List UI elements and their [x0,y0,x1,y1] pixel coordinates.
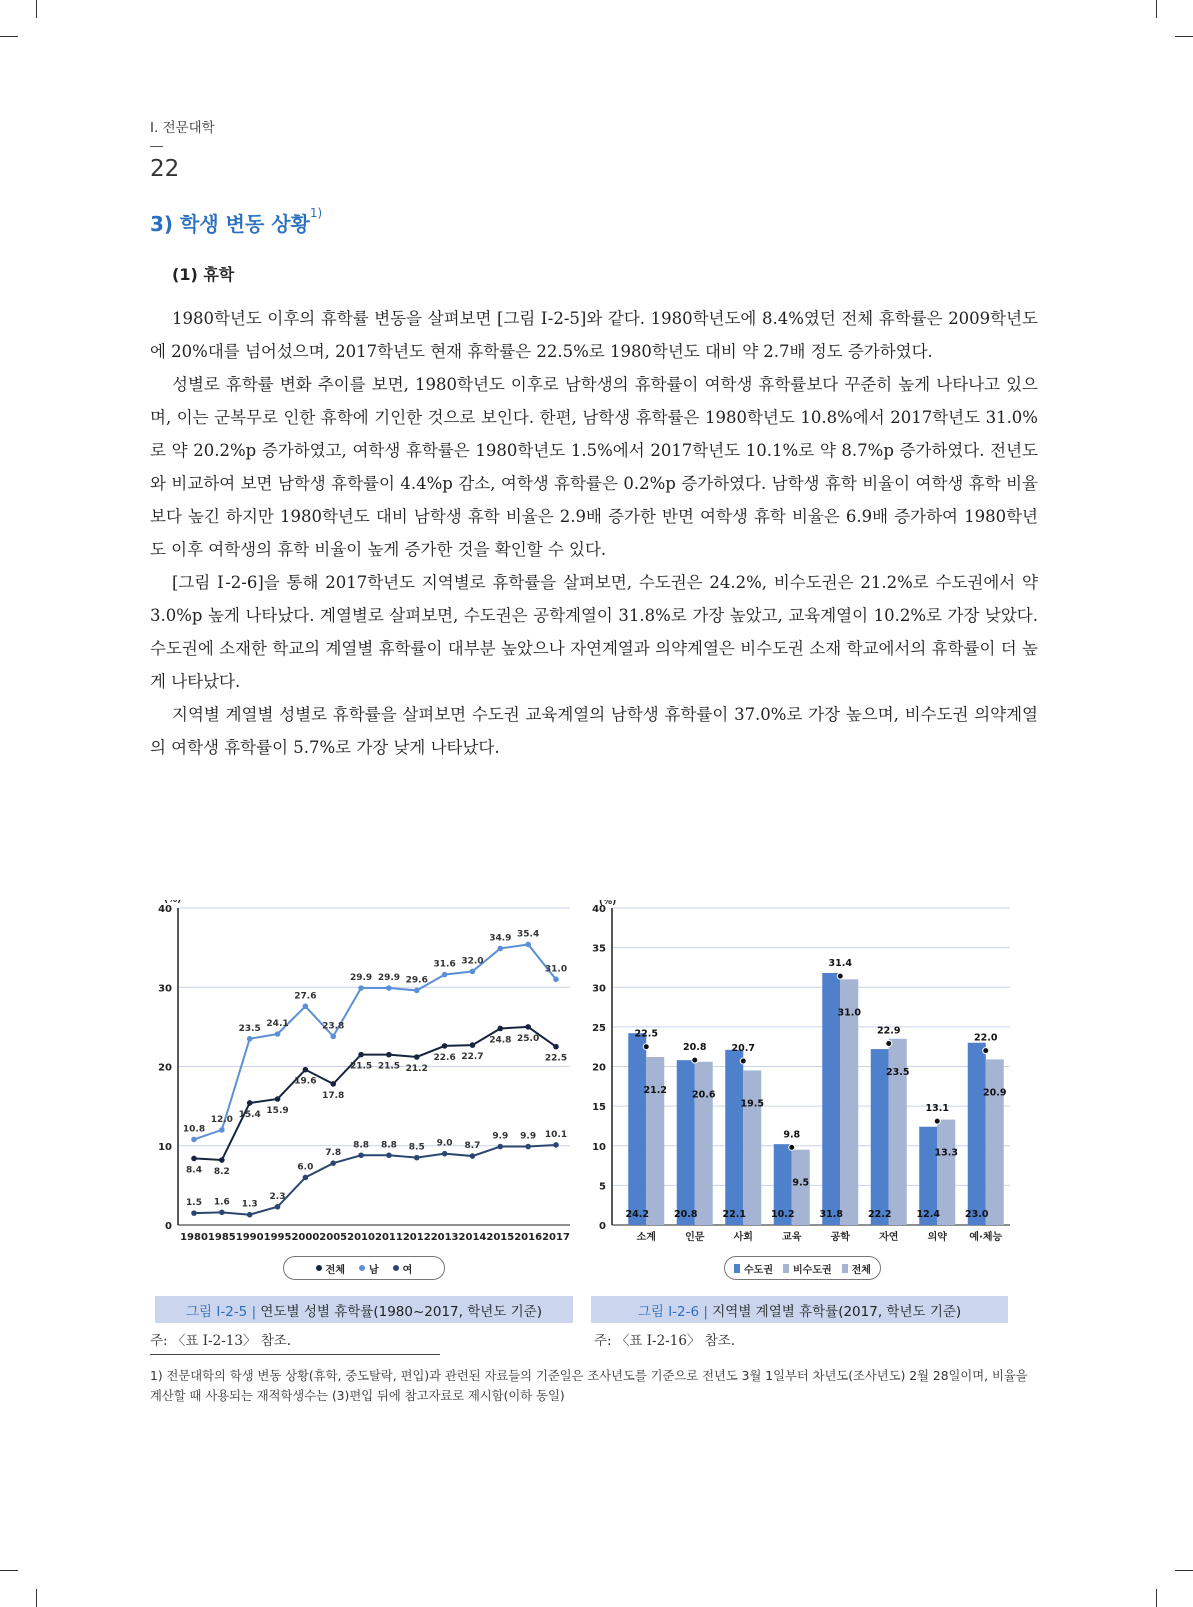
data-label: 19.6 [294,1076,317,1087]
bar-noncapital [646,1057,664,1225]
data-label: 9.0 [436,1138,453,1149]
data-point [442,972,448,978]
data-label-total: 20.7 [731,1042,755,1054]
line-chart-legend [283,1256,445,1280]
data-label: 9.9 [520,1131,537,1142]
y-tick-label: 30 [592,983,606,995]
data-label: 31.0 [544,964,568,975]
legend-marker-capital [734,1264,740,1273]
data-point [525,942,531,948]
legend-label-capital: 수도권 [744,1264,773,1276]
y-tick-label: 40 [158,904,172,915]
crop-mark [0,1570,18,1571]
data-point [247,1036,253,1042]
data-label: 24.8 [489,1035,512,1046]
paragraph: 지역별 계열별 성별로 휴학률을 살펴보면 수도권 교육계열의 남학생 휴학률이 37.0%로 가장 높으며, 비수도권 의약계열의 여학생 휴학률이 5.7%로 가장 낮게 나타났다. [150,705,1038,757]
x-tick-label: 2010 [347,1232,375,1243]
x-tick-label: 의약 [927,1232,947,1243]
x-tick-label: 2015 [486,1232,515,1243]
y-tick-label: 0 [165,1221,172,1232]
data-point [553,977,559,983]
legend-item-capital [734,1261,773,1276]
data-label: 32.0 [461,956,484,967]
bar-noncapital [695,1062,713,1225]
x-tick-label: 사회 [733,1232,753,1243]
data-point [330,1081,336,1087]
x-tick-label: 2012 [402,1232,431,1243]
data-point [191,1210,197,1216]
data-label: 29.9 [377,973,401,984]
legend-label-male: 남 [368,1264,379,1276]
data-point [303,1175,309,1181]
crop-mark [36,0,37,18]
data-label: 2.3 [269,1191,286,1202]
data-label: 29.9 [349,973,373,984]
data-label: 17.8 [322,1090,345,1101]
crop-mark [1156,1589,1157,1607]
data-point [330,1034,336,1040]
x-tick-label: 공학 [830,1232,850,1243]
legend-item-female [393,1261,413,1276]
data-point [553,1044,559,1050]
data-label-capital: 31.8 [819,1209,843,1220]
footnote-rule [150,1354,440,1355]
data-point [358,1052,364,1058]
data-point [303,1003,309,1009]
subsection-title: (1) 휴학 [172,265,235,284]
total-marker [740,1058,746,1064]
x-tick-label: 인문 [685,1232,705,1243]
total-marker [934,1118,940,1124]
data-point [498,1144,504,1150]
data-label: 1.6 [213,1197,230,1208]
data-label: 10.8 [182,1124,206,1135]
total-marker [692,1057,698,1063]
data-label-noncapital: 13.3 [934,1147,958,1159]
line-chart-svg [150,900,580,1270]
y-tick-label: 0 [599,1221,606,1232]
section-title-text: 3) 학생 변동 상황 [150,212,310,236]
data-label-capital: 10.2 [771,1209,795,1220]
total-marker [886,1041,892,1047]
y-tick-label: 5 [599,1181,606,1193]
y-tick-label: 30 [158,983,172,995]
data-label-total: 22.0 [974,1032,998,1044]
data-point [414,1155,420,1161]
crop-mark [1175,36,1193,37]
crop-mark [1156,0,1157,18]
legend-item-noncapital [783,1261,832,1276]
data-label: 8.7 [464,1141,481,1152]
data-label-total: 20.8 [683,1042,707,1054]
x-tick-label: 2011 [375,1232,403,1243]
data-label-capital: 22.1 [722,1209,746,1220]
data-label: 35.4 [517,929,540,940]
legend-label-female: 여 [402,1264,413,1276]
legend-item-male [359,1261,379,1276]
bar-chart-svg [585,900,1025,1270]
data-label: 8.4 [186,1165,202,1176]
data-label: 15.4 [238,1109,261,1120]
data-label-total: 9.8 [783,1129,801,1141]
figure-title: 지역별 계열별 휴학률(2017, 학년도 기준) [712,1303,962,1320]
data-point [247,1212,253,1218]
data-label: 8.2 [213,1167,230,1178]
data-point [553,1142,559,1148]
footnote-mark: 1) [309,206,323,220]
figure-caption [591,1296,1008,1323]
x-tick-label: 1990 [235,1232,264,1243]
figure-label: 그림 Ⅰ-2-6 | [637,1303,708,1320]
bar-chart-legend [724,1256,881,1280]
data-label: 21.5 [377,1061,401,1072]
running-header: Ⅰ. 전문대학 [150,120,215,136]
total-marker [983,1048,989,1054]
legend-marker-total [842,1264,848,1273]
data-label-capital: 22.2 [868,1209,892,1220]
legend-label-total: 전체 [325,1264,345,1276]
data-point [191,1156,197,1162]
bar-chart [585,900,1025,1270]
y-tick-label: 10 [592,1141,606,1153]
figure-label: 그림 Ⅰ-2-5 | [186,1303,257,1320]
figure-note: 주: 〈표 Ⅰ-2-16〉 참조. [594,1333,736,1349]
data-label-capital: 24.2 [625,1209,649,1220]
legend-label-total: 전체 [851,1264,871,1276]
figure-caption [155,1296,573,1323]
total-marker [789,1144,795,1150]
data-label-capital: 12.4 [916,1209,940,1220]
data-point [386,1152,392,1158]
y-tick-label: 20 [158,1062,172,1074]
data-point [525,1024,531,1030]
data-label-total: 13.1 [925,1103,949,1115]
data-point [386,985,392,991]
bar-noncapital [743,1070,761,1225]
data-point [525,1144,531,1150]
x-tick-label: 2013 [430,1232,459,1243]
x-tick-label: 2005 [319,1232,348,1243]
line-chart [150,900,580,1270]
bar-capital [677,1060,695,1225]
header-rule [150,146,163,147]
x-tick-label: 1985 [207,1232,236,1243]
data-label: 15.9 [266,1105,289,1116]
data-point [303,1067,309,1073]
data-label: 9.9 [492,1131,509,1142]
data-label-noncapital: 9.5 [792,1177,810,1189]
data-point [247,1100,253,1106]
data-label: 34.9 [489,933,512,944]
data-point [442,1043,448,1049]
y-tick-label: 40 [592,904,606,915]
data-label-total: 22.5 [634,1028,658,1040]
data-point [358,1152,364,1158]
y-tick-label: 10 [158,1141,172,1153]
x-tick-label: 2017 [542,1232,570,1243]
total-marker [643,1044,649,1050]
data-label-capital: 20.8 [674,1209,698,1220]
legend-label-noncapital: 비수도권 [793,1264,832,1276]
data-point [386,1052,392,1058]
x-tick-label: 1980 [180,1232,208,1243]
data-label: 31.6 [433,959,456,970]
data-point [219,1210,225,1216]
y-unit-label: (%) [599,900,617,907]
data-label: 8.8 [380,1140,397,1151]
data-label: 29.6 [405,975,428,986]
data-label: 1.3 [241,1199,258,1210]
x-tick-label: 2014 [458,1232,487,1243]
data-label-noncapital: 20.9 [983,1087,1007,1099]
data-label: 27.6 [294,991,317,1002]
legend-item-total [842,1261,871,1276]
data-label: 7.8 [325,1148,342,1159]
legend-marker-female [393,1265,399,1271]
crop-mark [0,36,18,37]
data-point [442,1151,448,1157]
x-tick-label: 예·체능 [969,1232,1003,1243]
data-label: 23.8 [322,1021,345,1032]
bar-capital [628,1033,646,1225]
crop-mark [36,1589,37,1607]
paragraph: 성별로 휴학률 변화 추이를 보면, 1980학년도 이후로 남학생의 휴학률이 여학생 휴학률보다 꾸준히 높게 나타나고 있으며, 이는 군복무로 인한 휴학에 기인한 것으로 보인다. 한편, 남학생 휴학률은 1980학년도 10.8%에서 2017학년도 31.0%로 약 20.2%p 증가하였고, 여학생 휴학률은 1980학년도 1.5%에서 2017학년도 10.1%로 약 8.7%p 증가하였다. 전년도와 비교하여 보면 남학생 휴학률이 4.4%p 감소, 여학생 휴학률은 0.2%p 증가하였다. 남학생 휴학 비율이 여학생 휴학 비율보다 높긴 하지만 1980학년도 대비 남학생 휴학 비율은 2.9배 증가한 반면 여학생 휴학 비율은 6.9배 증가하여 1980학년도 이후 여학생의 휴학 비율이 높게 증가한 것을 확인할 수 있다. [150,375,1038,559]
data-label: 25.0 [517,1033,540,1044]
data-point [219,1127,225,1133]
x-tick-label: 자연 [879,1232,899,1243]
legend-marker-total [316,1265,322,1271]
body-text [150,302,1038,764]
y-tick-label: 15 [592,1102,606,1114]
data-label: 22.7 [461,1052,484,1063]
paragraph: 1980학년도 이후의 휴학률 변동을 살펴보면 [그림 Ⅰ-2-5]와 같다. 1980학년도에 8.4%였던 전체 휴학률은 2009학년도에 20%대를 넘어섰으며, 2017학년도 현재 휴학률은 22.5%로 1980학년도 대비 약 2.7배 정도 증가하였다. [150,309,1038,361]
data-label: 23.5 [238,1023,261,1034]
paragraph: [그림 Ⅰ-2-6]을 통해 2017학년도 지역별로 휴학률을 살펴보면, 수도권은 24.2%, 비수도권은 21.2%로 수도권에서 약 3.0%p 높게 나타났다. 계열별로 살펴보면, 수도권은 공학계열이 31.8%로 가장 높았고, 교육계열이 10.2%로 가장 낮았다. 수도권에 소재한 학교의 계열별 휴학률이 대부분 높았으나 자연계열과 의약계열은 비수도권 소재 학교에서의 휴학률이 더 높게 나타났다. [150,573,1038,691]
figure-title: 연도별 성별 휴학률(1980~2017, 학년도 기준) [260,1303,542,1320]
data-point [470,969,476,975]
x-tick-label: 1995 [263,1232,292,1243]
legend-marker-noncapital [783,1264,789,1273]
x-tick-label: 소계 [636,1232,656,1243]
y-tick-label: 25 [592,1022,606,1034]
data-label: 22.6 [433,1052,456,1063]
data-point [219,1157,225,1163]
x-tick-label: 2016 [514,1232,543,1243]
x-tick-label: 교육 [782,1232,802,1243]
bar-capital [968,1043,986,1225]
data-label: 6.0 [297,1162,314,1173]
y-tick-label: 35 [592,943,606,955]
data-point [470,1153,476,1159]
y-unit-label: (%) [164,900,182,905]
x-tick-label: 2000 [291,1232,320,1243]
data-point [275,1204,281,1210]
data-label-noncapital: 19.5 [740,1098,764,1110]
bar-capital [725,1050,743,1225]
data-label: 1.5 [186,1198,202,1209]
data-point [414,1054,420,1060]
bar-noncapital [986,1059,1004,1225]
data-label-total: 22.9 [877,1025,901,1037]
data-label: 8.5 [408,1142,425,1153]
data-label-total: 31.4 [828,958,852,970]
section-title [150,208,322,237]
footnote: 1) 전문대학의 학생 변동 상황(휴학, 중도탈락, 편입)과 관련된 자료들의 기준일은 조사년도를 기준으로 전년도 3월 1일부터 차년도(조사년도) 2월 28일이며, 비율을 계산할 때 사용되는 재적학생수는 (3)편입 뒤에 참고자료로 제시함(이하 동일) [150,1369,1028,1403]
legend-item-total [316,1261,345,1276]
legend-marker-male [359,1265,365,1271]
data-point [498,1026,504,1032]
total-marker [837,973,843,979]
data-label-noncapital: 21.2 [643,1084,667,1096]
data-label: 22.5 [544,1053,568,1064]
data-point [498,946,504,952]
data-label-noncapital: 31.0 [837,1007,861,1019]
data-point [470,1042,476,1048]
data-label: 12.0 [210,1114,233,1125]
data-label: 24.1 [266,1019,289,1030]
y-tick-label: 20 [592,1062,606,1074]
data-label: 21.5 [349,1061,373,1072]
data-label-noncapital: 23.5 [886,1066,910,1078]
data-point [191,1137,197,1143]
data-label: 10.1 [544,1129,568,1140]
data-point [330,1160,336,1166]
page-number: 22 [150,156,180,182]
data-point [358,985,364,991]
data-point [275,1096,281,1102]
crop-mark [1175,1570,1193,1571]
figure-note: 주: 〈표 Ⅰ-2-13〉 참조. [150,1333,292,1349]
data-label: 21.2 [405,1063,428,1074]
data-label-noncapital: 20.6 [692,1089,716,1101]
data-label: 8.8 [353,1140,370,1151]
data-point [414,988,420,994]
data-label-capital: 23.0 [965,1209,989,1220]
data-point [275,1031,281,1037]
